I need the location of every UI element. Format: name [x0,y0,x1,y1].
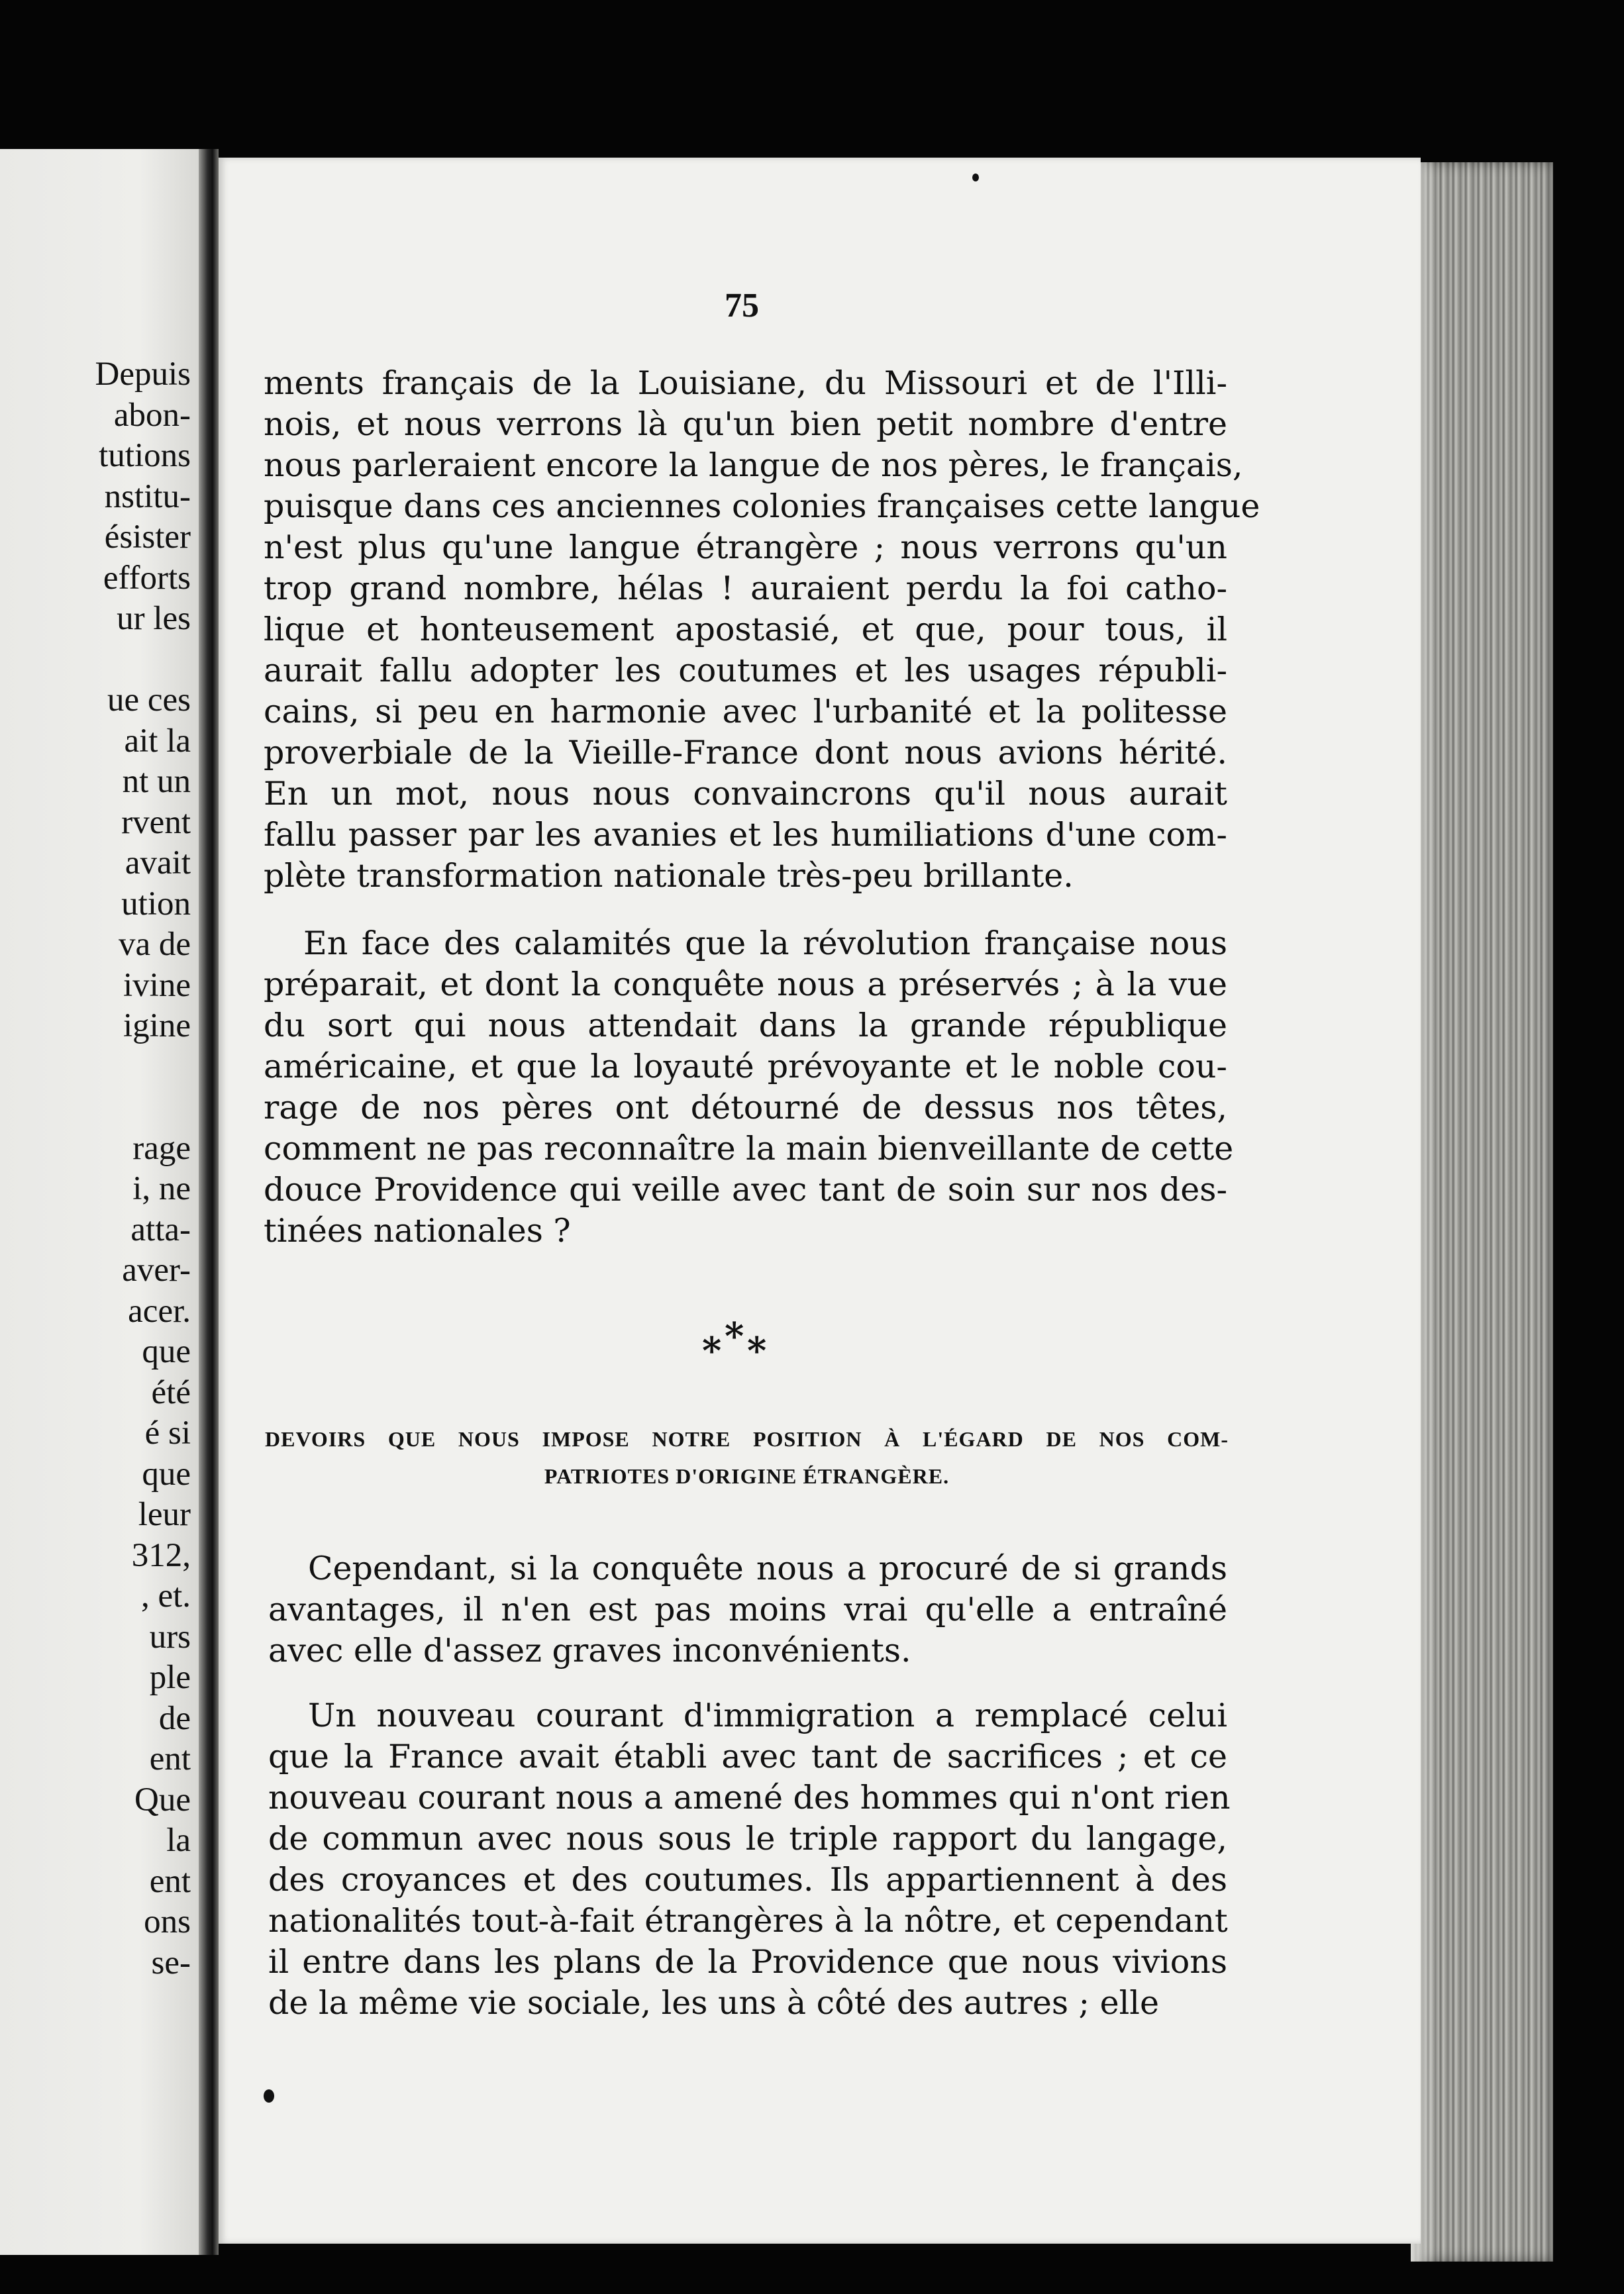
page-number: 75 [725,287,759,324]
facing-page-line: ent [149,1740,191,1777]
text-line: Cependant, si la conquête nous a procuré de si grands [308,1550,1227,1587]
facing-page-line: ivine [123,966,191,1004]
ink-speck [264,2089,274,2103]
text-line: de commun avec nous sous le triple rapport du langage, [268,1820,1227,1858]
text-line: avec elle d'assez graves inconvénients. [268,1632,911,1670]
facing-page-line: rvent [121,803,191,841]
facing-page-line: la [166,1822,191,1859]
text-line: En un mot, nous nous convaincrons qu'il nous aurait [264,775,1227,813]
facing-page-line: que [142,1333,191,1370]
facing-page-line [0,1087,191,1128]
text-line: de la même vie sociale, les uns à côté des autres ; elle [268,1984,1159,2022]
text-line: avantages, il n'en est pas moins vrai qu'elle a entraîné [268,1591,1227,1628]
section-heading-line-2: PATRIOTES D'ORIGINE ÉTRANGÈRE. [544,1464,950,1488]
facing-page-line: va de [118,926,191,963]
text-line: proverbiale de la Vieille-France dont nous avions hérité. [264,734,1227,772]
facing-page-line: tutions [99,437,191,474]
facing-page [0,149,199,2255]
text-line: il entre dans les plans de la Providence que nous vivions [268,1943,1227,1981]
facing-page-line: ue ces [107,681,191,719]
facing-page-line: efforts [103,559,191,597]
text-line: nouveau courant nous a amené des hommes qui n'ont rien [268,1779,1231,1817]
text-line: lique et honteusement apostasié, et que, pour tous, il [264,611,1227,648]
facing-page-line: ait la [124,722,191,760]
facing-page-line: igine [123,1007,191,1044]
facing-page-line: ésister [104,519,191,556]
text-line: nous parleraient encore la langue de nos pères, le français, [264,446,1243,484]
facing-page-line: nstitu- [104,477,191,515]
facing-page-line: leur [138,1496,191,1533]
text-line: plète transformation nationale très-peu brillante. [264,857,1074,895]
section-break: * * * [702,1315,767,1373]
facing-page-line: acer. [128,1292,191,1330]
facing-page-line: é si [144,1415,191,1452]
text-line: Un nouveau courant d'immigration a remplacé celui [308,1697,1227,1734]
text-line: tinées nationales ? [264,1212,571,1250]
ink-speck [972,174,979,181]
paragraph-4 [268,1695,1231,2024]
text-line: nationalités tout-à-fait étrangères à la nôtre, et cependant [268,1902,1228,1940]
paragraph-1 [264,363,1260,897]
facing-page-line [0,640,191,681]
facing-page-line: i, ne [132,1170,191,1207]
text-line: préparait, et dont la conquête nous a préservés ; à la vue [264,966,1227,1003]
facing-page-line: atta- [130,1211,191,1248]
facing-page-line: Que [134,1781,191,1819]
facing-page-text [0,354,191,1983]
paragraph-2 [264,923,1234,1252]
facing-page-line: nt un [122,763,191,800]
facing-page-line [0,1047,191,1088]
facing-page-line: aver- [122,1252,191,1289]
section-heading-line-1: DEVOIRS QUE NOUS IMPOSE NOTRE POSITION À L'ÉGARD DE NOS COM- [265,1427,1229,1451]
paragraph-3 [268,1548,1227,1671]
text-line: cains, si peu en harmonie avec l'urbanité et la politesse [264,693,1227,730]
facing-page-line: 312, [131,1536,191,1574]
text-line: puisque dans ces anciennes colonies françaises cette langue [264,487,1260,525]
section-heading [265,1421,1229,1495]
facing-page-line: abon- [113,396,191,434]
text-line: En face des calamités que la révolution française nous [303,924,1227,962]
facing-page-line: avait [125,844,191,881]
facing-page-line: ple [149,1659,191,1696]
book-gutter [199,149,219,2255]
facing-page-line: rage [132,1129,191,1167]
text-line: aurait fallu adopter les coutumes et les usages républi- [264,652,1227,689]
page-edges [1411,162,1553,2262]
facing-page-line: ur les [117,600,191,637]
text-line: ments français de la Louisiane, du Missouri et de l'Illi- [264,364,1227,402]
text-line: américaine, et que la loyauté prévoyante et le noble cou- [264,1048,1227,1085]
facing-page-line: Depuis [95,356,191,393]
text-line: rage de nos pères ont détourné de dessus nos têtes, [264,1089,1227,1126]
text-line: des croyances et des coutumes. Ils appartiennent à des [268,1861,1227,1899]
text-line: nois, et nous verrons là qu'un bien petit nombre d'entre [264,405,1227,443]
facing-page-line: ons [144,1903,191,1940]
facing-page-line: se- [151,1944,191,1981]
facing-page-line: de [158,1699,191,1737]
text-line: que la France avait établi avec tant de sacrifices ; et ce [268,1738,1227,1775]
text-line: n'est plus qu'une langue étrangère ; nous verrons qu'un [264,528,1227,566]
text-line: douce Providence qui veille avec tant de soin sur nos des- [264,1171,1227,1209]
text-line: fallu passer par les avanies et les humiliations d'une com- [264,816,1227,854]
facing-page-line: , et. [140,1577,191,1615]
facing-page-line: que [142,1455,191,1493]
text-line: comment ne pas reconnaître la main bienveillante de cette [264,1130,1234,1168]
facing-page-line: ution [121,885,191,923]
facing-page-line: ent [149,1862,191,1900]
text-line: du sort qui nous attendait dans la grande république [264,1007,1227,1044]
text-line: trop grand nombre, hélas ! auraient perdu la foi catho- [264,570,1227,607]
facing-page-line: été [151,1373,191,1411]
facing-page-line: urs [149,1618,191,1656]
